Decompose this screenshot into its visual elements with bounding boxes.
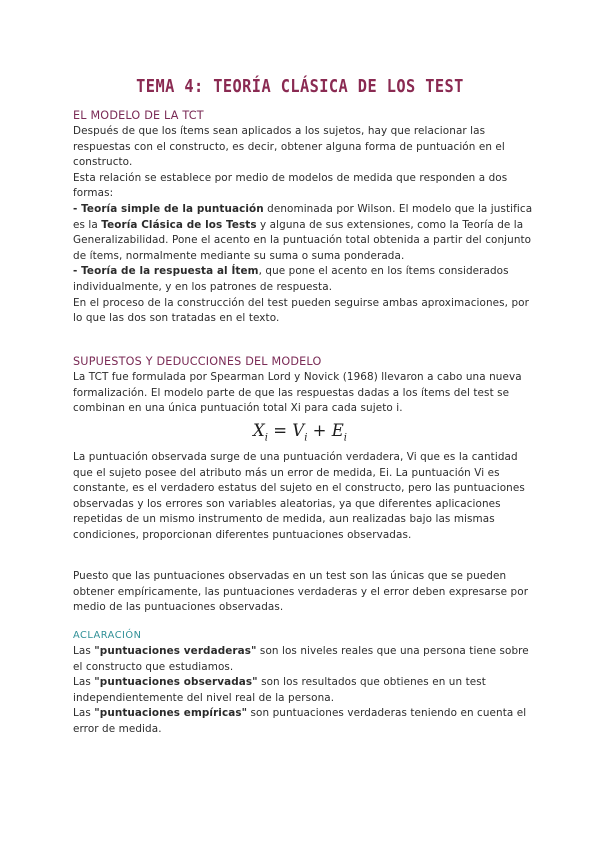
section-heading: EL MODELO DE LA TCT	[73, 109, 204, 122]
list-item: Las "puntuaciones observadas" son los resultados que obtienes en un test independientemente del nivel real de la persona.	[73, 676, 486, 704]
section-heading: ACLARACIÓN	[73, 630, 142, 641]
section-assumptions-cont	[73, 450, 533, 544]
paragraph: La puntuación observada surge de una puntuación verdadera, Vi que es la cantidad que el sujeto posee del atributo más un error de medida, Ei. La puntuación Vi es constante, es el verdadero estatus del sujeto en el constructo, pero las puntuaciones observadas y los errores son variables aleatorias, ya que diferentes aplicaciones repetidas de un mismo instrumento de medida, aun realizadas bajo las mismas condiciones, proporcionan diferentes puntuaciones observadas.	[73, 451, 525, 541]
list-item-text: , que pone el acento en los ítems considerados individualmente, y en los patrones de respuesta.	[73, 265, 509, 293]
list-item: Las "puntuaciones verdaderas" son los niveles reales que una persona tiene sobre el constructo que estudiamos.	[73, 645, 529, 673]
section-clarification	[73, 628, 533, 738]
list-item	[73, 264, 533, 295]
section-assumptions	[73, 354, 533, 417]
bold-term: - Teoría de la respuesta al Ítem	[73, 265, 259, 278]
paragraph: La TCT fue formulada por Spearman Lord y Novick (1968) llevaron a cabo una nueva formalización. El modelo parte de que las respuestas dadas a los ítems del test se combinan en una única puntuación total Xi para cada sujeto i.	[73, 371, 522, 415]
list-item: Las "puntuaciones empíricas" son puntuaciones verdaderas teniendo en cuenta el error de medida.	[73, 707, 527, 735]
list-item-text: denominada por Wilson. El modelo que la justifica es la	[73, 202, 533, 231]
paragraph: Después de que los ítems sean aplicados a los sujetos, hay que relacionar las respuestas con el constructo, es decir, obtener alguna forma de puntuación en el constructo.	[73, 125, 505, 169]
section-heading: SUPUESTOS Y DEDUCCIONES DEL MODELO	[73, 355, 322, 368]
section-tct-model	[73, 108, 533, 327]
bold-term: - Teoría simple de la puntuación	[73, 202, 264, 215]
list-item-text: y alguna de sus extensiones, como la Teoría de la Generalizabilidad. Pone el acento en la puntuación total obtenida a partir del conjunto de ítems, normalmente mediante su suma o suma ponderada.	[73, 218, 532, 262]
paragraph: En el proceso de la construcción del test pueden seguirse ambas aproximaciones, por lo que las dos son tratadas en el texto.	[73, 296, 529, 325]
equation: $X_i = V_i + E_i$	[253, 421, 347, 444]
bold-term: "puntuaciones empíricas"	[94, 707, 248, 720]
page-title: TEMA 4: TEORÍA CLÁSICA DE LOS TEST	[136, 76, 464, 97]
bold-term: Teoría Clásica de los Tests	[101, 218, 257, 231]
bold-term: "puntuaciones verdaderas"	[94, 645, 257, 657]
paragraph: Esta relación se establece por medio de modelos de medida que responden a dos formas:	[73, 171, 508, 200]
paragraph: Puesto que las puntuaciones observadas en un test son las únicas que se pueden obtener empíricamente, las puntuaciones verdaderas y el error deben expresarse por medio de las puntuaciones observadas.	[73, 570, 529, 614]
list-item	[73, 202, 533, 264]
section-assumptions-cont2	[73, 569, 533, 616]
bold-term: "puntuaciones observadas"	[94, 676, 258, 689]
